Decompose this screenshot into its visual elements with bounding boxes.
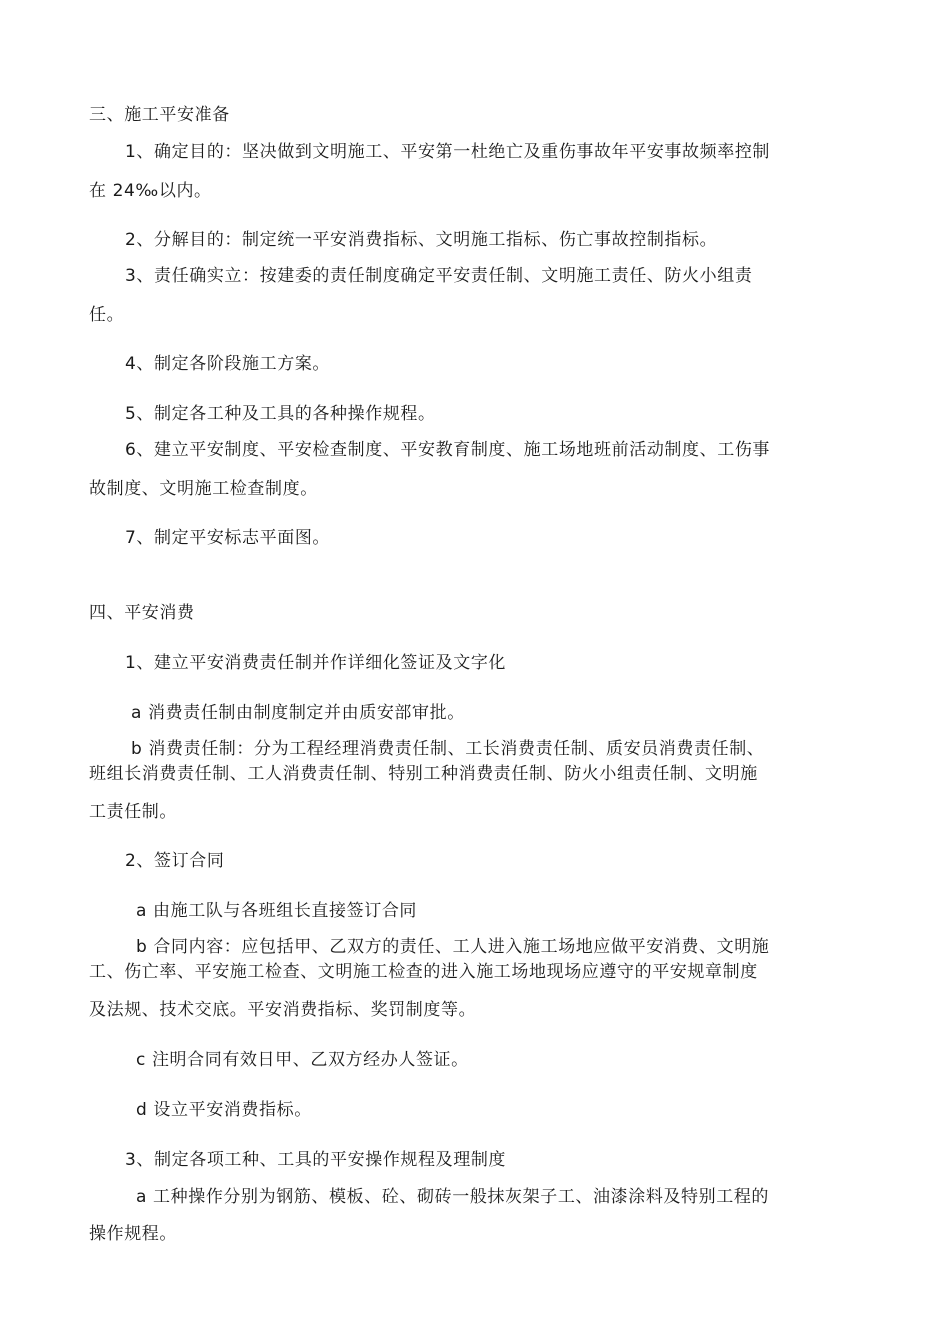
paragraph-3-line-2: 任。 bbox=[89, 305, 125, 325]
item-1: 1、建立平安消费责任制并作详细化签证及文字化 bbox=[125, 653, 507, 673]
item-1b-line-1: b 消费责任制：分为工程经理消费责任制、工长消费责任制、质安员消费责任制、 bbox=[131, 739, 765, 759]
item-3a-line-1: a 工种操作分别为钢筋、模板、砼、砌砖一般抹灰架子工、油漆涂料及特别工程的 bbox=[136, 1187, 770, 1207]
paragraph-1-line-1: 1、确定目的：坚决做到文明施工、平安第一杜绝亡及重伤事故年平安事故频率控制 bbox=[125, 142, 771, 162]
item-2b-line-1: b 合同内容：应包括甲、乙双方的责任、工人进入施工场地应做平安消费、文明施 bbox=[136, 937, 770, 957]
section-heading-4: 四、平安消费 bbox=[89, 603, 195, 623]
item-2b-line-3: 及法规、技术交底。平安消费指标、奖罚制度等。 bbox=[89, 1000, 477, 1020]
item-2a: a 由施工队与各班组长直接签订合同 bbox=[136, 901, 418, 921]
item-3: 3、制定各项工种、工具的平安操作规程及理制度 bbox=[125, 1150, 507, 1170]
paragraph-4: 4、制定各阶段施工方案。 bbox=[125, 354, 331, 374]
paragraph-7: 7、制定平安标志平面图。 bbox=[125, 528, 331, 548]
paragraph-2: 2、分解目的：制定统一平安消费指标、文明施工指标、伤亡事故控制指标。 bbox=[125, 230, 718, 250]
paragraph-1-line-2: 在 24‰以内。 bbox=[89, 181, 212, 201]
item-2: 2、签订合同 bbox=[125, 851, 225, 871]
item-3a-line-2: 操作规程。 bbox=[89, 1224, 177, 1244]
paragraph-3-line-1: 3、责任确实立：按建委的责任制度确定平安责任制、文明施工责任、防火小组责 bbox=[125, 266, 753, 286]
item-1b-line-3: 工责任制。 bbox=[89, 802, 177, 822]
item-2b-line-2: 工、伤亡率、平安施工检查、文明施工检查的进入施工场地现场应遵守的平安规章制度 bbox=[89, 962, 758, 982]
item-1b-line-2: 班组长消费责任制、工人消费责任制、特别工种消费责任制、防火小组责任制、文明施 bbox=[89, 764, 758, 784]
section-heading-3: 三、施工平安准备 bbox=[89, 105, 230, 125]
item-2c: c 注明合同有效日甲、乙双方经办人签证。 bbox=[136, 1050, 469, 1070]
item-2d: d 设立平安消费指标。 bbox=[136, 1100, 312, 1120]
paragraph-6-line-2: 故制度、文明施工检查制度。 bbox=[89, 479, 318, 499]
item-1a: a 消费责任制由制度制定并由质安部审批。 bbox=[131, 703, 465, 723]
paragraph-6-line-1: 6、建立平安制度、平安检查制度、平安教育制度、施工场地班前活动制度、工伤事 bbox=[125, 440, 771, 460]
paragraph-5: 5、制定各工种及工具的各种操作规程。 bbox=[125, 404, 436, 424]
